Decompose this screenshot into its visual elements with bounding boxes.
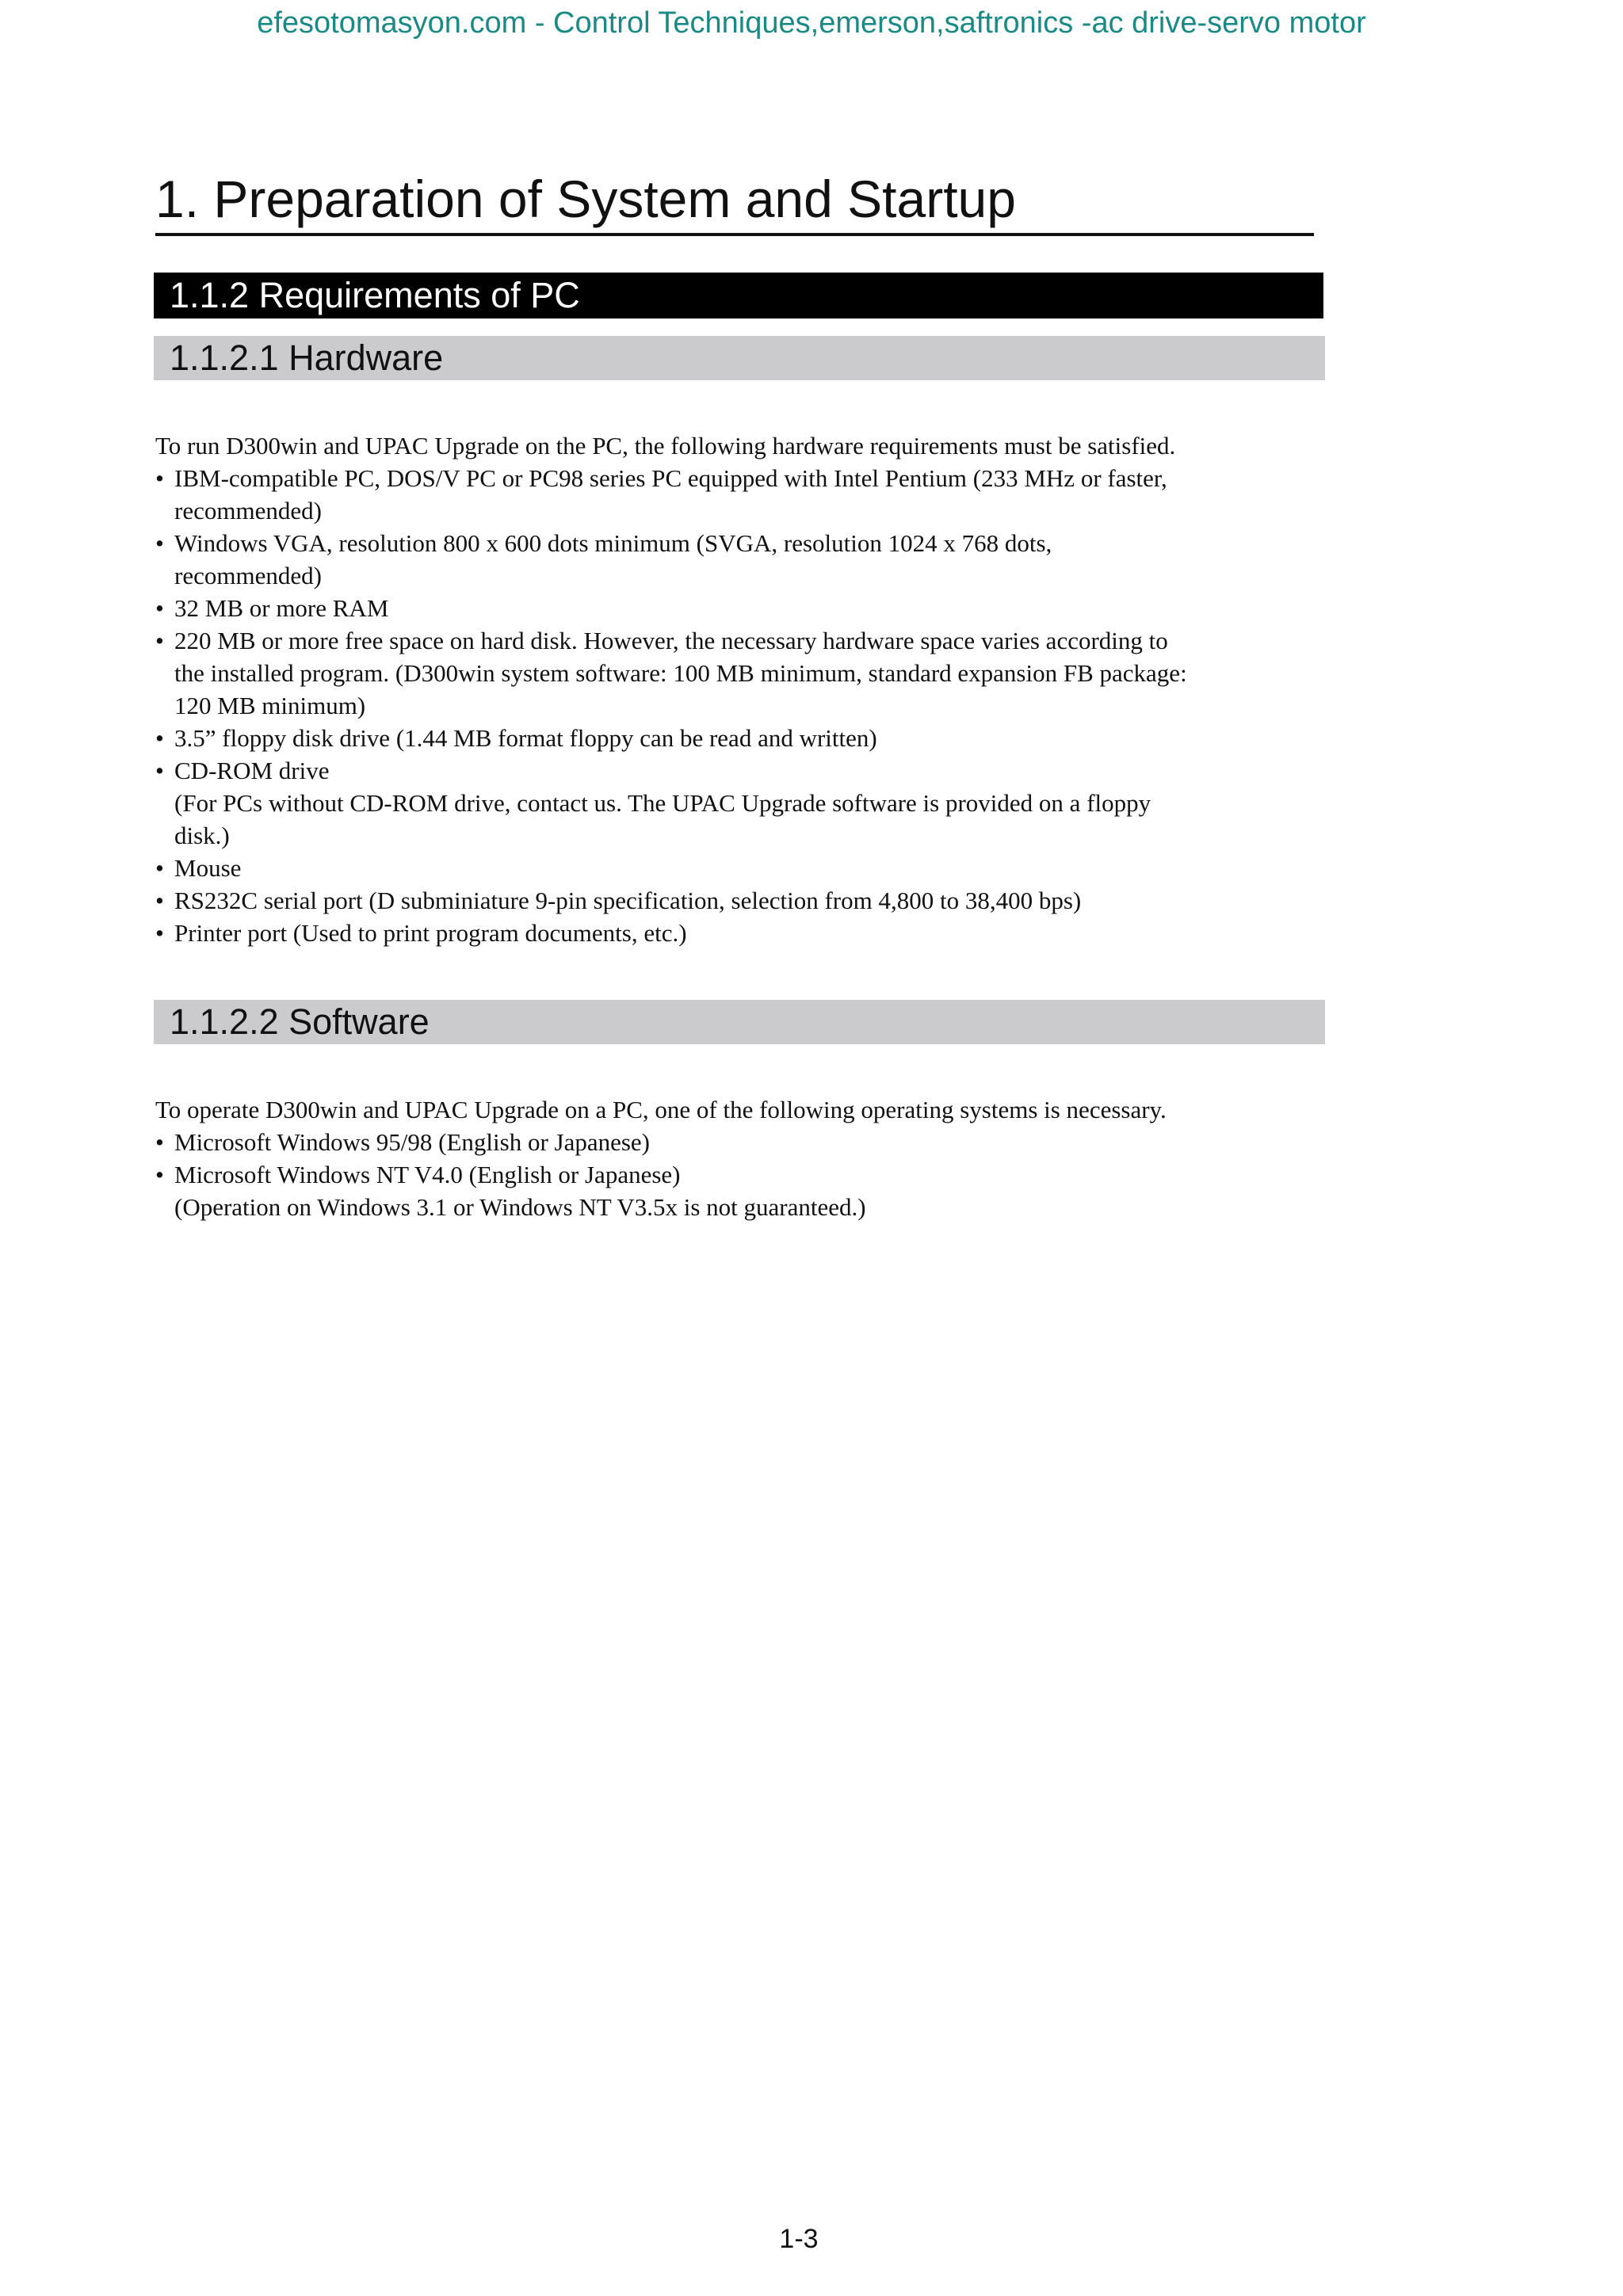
bullet-icon: • — [155, 887, 164, 914]
bullet-icon: • — [155, 724, 164, 752]
bullet-icon: • — [155, 594, 164, 622]
hardware-section-body — [155, 429, 1328, 949]
hardware-item — [155, 624, 1328, 722]
hardware-item-line: Printer port (Used to print program documents, etc.) — [174, 919, 687, 947]
bullet-icon: • — [155, 854, 164, 882]
page-number: 1-3 — [779, 2224, 819, 2254]
bullet-icon: • — [155, 529, 164, 557]
hardware-item — [155, 592, 1328, 624]
hardware-item — [155, 917, 1328, 949]
chapter-title: 1. Preparation of System and Startup — [155, 165, 1314, 236]
hardware-heading: 1.1.2.1 Hardware — [154, 336, 1325, 380]
hardware-item-line: CD-ROM drive — [174, 757, 330, 784]
software-intro: To operate D300win and UPAC Upgrade on a PC, one of the following operating systems is necessary. — [155, 1096, 1167, 1123]
hardware-item-line: IBM-compatible PC, DOS/V PC or PC98 series PC equipped with Intel Pentium (233 MHz or faster, — [174, 464, 1167, 492]
hardware-item-line: RS232C serial port (D subminiature 9-pin specification, selection from 4,800 to 38,400 bps) — [174, 887, 1082, 914]
hardware-item — [155, 462, 1328, 527]
hardware-intro: To run D300win and UPAC Upgrade on the PC, the following hardware requirements must be satisfied. — [155, 432, 1176, 460]
hardware-item-line: 32 MB or more RAM — [174, 594, 389, 622]
bullet-icon: • — [155, 627, 164, 654]
site-banner: efesotomasyon.com - Control Techniques,emerson,saftronics -ac drive-servo motor — [257, 6, 1366, 40]
software-item — [155, 1126, 1328, 1158]
software-item-line: Microsoft Windows NT V4.0 (English or Japanese) — [174, 1161, 681, 1188]
hardware-item-line: 220 MB or more free space on hard disk. However, the necessary hardware space varies according to — [174, 627, 1168, 654]
hardware-item — [155, 852, 1328, 884]
software-item-line: Microsoft Windows 95/98 (English or Japanese) — [174, 1128, 651, 1156]
bullet-icon: • — [155, 1128, 164, 1156]
hardware-item-line: recommended) — [174, 562, 322, 589]
bullet-icon: • — [155, 919, 164, 947]
software-item-line: (Operation on Windows 3.1 or Windows NT V3.5x is not guaranteed.) — [174, 1193, 866, 1221]
software-requirements-list — [155, 1126, 1328, 1223]
bullet-icon: • — [155, 757, 164, 784]
bullet-icon: • — [155, 1161, 164, 1188]
hardware-item-line: 3.5” floppy disk drive (1.44 MB format floppy can be read and written) — [174, 724, 877, 752]
hardware-item — [155, 884, 1328, 917]
hardware-item-line: the installed program. (D300win system software: 100 MB minimum, standard expansion FB package: — [174, 659, 1187, 687]
bullet-icon: • — [155, 464, 164, 492]
hardware-item-line: Windows VGA, resolution 800 x 600 dots minimum (SVGA, resolution 1024 x 768 dots, — [174, 529, 1052, 557]
hardware-item-line: Mouse — [174, 854, 242, 882]
hardware-item-line: disk.) — [174, 822, 230, 849]
hardware-item-line: recommended) — [174, 497, 322, 524]
section-heading: 1.1.2 Requirements of PC — [154, 273, 1323, 318]
hardware-item — [155, 527, 1328, 592]
hardware-item — [155, 722, 1328, 754]
software-heading: 1.1.2.2 Software — [154, 1000, 1325, 1044]
hardware-item-line: (For PCs without CD-ROM drive, contact us. The UPAC Upgrade software is provided on a floppy — [174, 789, 1151, 817]
hardware-item-line: 120 MB minimum) — [174, 692, 366, 719]
software-item — [155, 1158, 1328, 1223]
software-section-body — [155, 1093, 1328, 1223]
hardware-requirements-list — [155, 462, 1328, 949]
hardware-item — [155, 754, 1328, 852]
